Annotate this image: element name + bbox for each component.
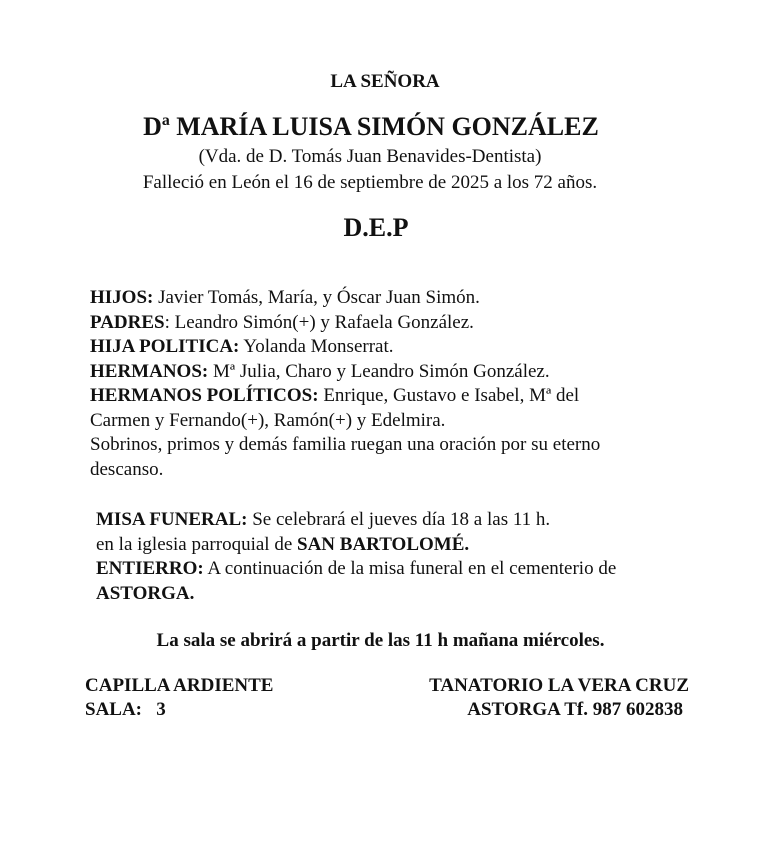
siblings-text: Mª Julia, Charo y Leandro Simón González. [208,360,550,382]
heading-la-senora: LA SEÑORA [330,71,440,92]
siblings-in-law-text-1: Enrique, Gustavo e Isabel, Mª del [318,385,580,406]
service-section [96,508,696,606]
church-line [96,533,696,558]
dep-heading: D.E.P [343,213,409,242]
siblings-label: HERMANOS: [90,360,209,382]
death-notice-line: Falleció en León el 16 de septiembre de 2025 a los 72 años. [142,172,598,193]
burial-label: ENTIERRO: [96,558,204,579]
funeral-home-name: TANATORIO LA VERA CRUZ [429,675,689,696]
others-line-1: Sobrinos, primos y demás familia ruegan una oración por su eterno [90,434,601,455]
parents-text: : Leandro Simón(+) y Rafaela González. [164,311,474,333]
widow-of-line: (Vda. de D. Tomás Juan Benavides-Dentista) [198,146,542,167]
daughter-in-law-text: Yolanda Monserrat. [239,336,394,357]
burial-text: A continuación de la misa funeral en el cementerio de [203,558,617,579]
others-line-2: descanso. [90,458,164,480]
burial-place: ASTORGA. [96,582,195,604]
mass-line [96,508,696,533]
children-label: HIJOS: [90,287,154,308]
siblings-in-law-line-2: Carmen y Fernando(+), Ramón(+) y Edelmira. [90,409,446,431]
children-text: Javier Tomás, María, y Óscar Juan Simón. [153,287,480,308]
family-section [90,286,690,482]
room-label: SALA: 3 [85,699,166,720]
children-line [90,286,690,311]
daughter-in-law-line [90,335,690,360]
siblings-in-law-label: HERMANOS POLÍTICOS: [90,385,319,406]
siblings-line [90,360,690,385]
burial-line [96,557,696,582]
siblings-in-law-line [90,384,690,409]
daughter-in-law-label: HIJA POLITICA: [90,336,240,357]
parents-label: PADRES [90,311,165,333]
church-name: SAN BARTOLOMÉ. [297,533,470,555]
chapel-label: CAPILLA ARDIENTE [85,675,274,696]
city-phone: ASTORGA Tf. 987 602838 [467,699,683,720]
mass-label: MISA FUNERAL: [96,509,248,530]
mass-text: Se celebrará el jueves día 18 a las 11 h. [247,509,551,530]
parents-line [90,311,690,336]
viewing-room-note: La sala se abrirá a partir de las 11 h mañana miércoles. [156,630,605,651]
church-prefix: en la iglesia parroquial de [96,533,298,555]
deceased-name: Dª MARÍA LUISA SIMÓN GONZÁLEZ [143,112,599,141]
